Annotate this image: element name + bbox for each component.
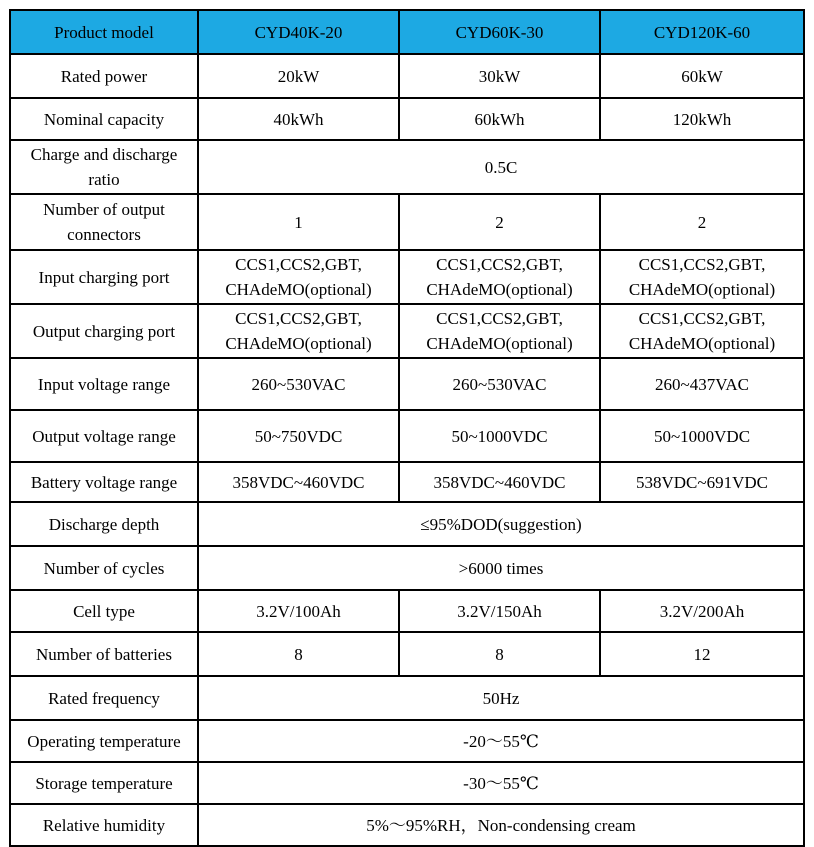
- value-cell: 358VDC~460VDC: [198, 462, 399, 502]
- row-label: Rated frequency: [10, 676, 198, 720]
- shared-value-cell: 0.5C: [198, 140, 804, 194]
- row-label: Number of batteries: [10, 632, 198, 676]
- header-cell: CYD120K-60: [600, 10, 804, 54]
- value-cell: 358VDC~460VDC: [399, 462, 600, 502]
- value-cell: 260~437VAC: [600, 358, 804, 410]
- row-label: Output charging port: [10, 304, 198, 358]
- spec-table-body: [10, 10, 804, 846]
- value-cell: 120kWh: [600, 98, 804, 140]
- row-label: Rated power: [10, 54, 198, 98]
- value-cell: 1: [198, 194, 399, 250]
- value-cell: 12: [600, 632, 804, 676]
- spec-table: [9, 9, 805, 847]
- row-label: Number of output connectors: [10, 194, 198, 250]
- row-label: Charge and discharge ratio: [10, 140, 198, 194]
- value-cell: 8: [198, 632, 399, 676]
- value-cell: 3.2V/100Ah: [198, 590, 399, 632]
- row-label: Discharge depth: [10, 502, 198, 546]
- value-cell: [399, 304, 600, 358]
- value-cell: 60kW: [600, 54, 804, 98]
- row-label: Number of cycles: [10, 546, 198, 590]
- cell-line: CHAdeMO(optional): [225, 280, 372, 299]
- cell-line: CCS1,CCS2,GBT,: [436, 255, 563, 274]
- spec-row: [10, 502, 804, 546]
- spec-row: [10, 410, 804, 462]
- value-cell: [198, 304, 399, 358]
- row-label: Storage temperature: [10, 762, 198, 804]
- row-label: Battery voltage range: [10, 462, 198, 502]
- spec-row: [10, 632, 804, 676]
- value-cell: 20kW: [198, 54, 399, 98]
- value-cell: 3.2V/200Ah: [600, 590, 804, 632]
- cell-line: CHAdeMO(optional): [426, 280, 573, 299]
- row-label: Cell type: [10, 590, 198, 632]
- row-label: Operating temperature: [10, 720, 198, 762]
- value-cell: [198, 250, 399, 304]
- spec-row: [10, 250, 804, 304]
- header-row: [10, 10, 804, 54]
- cell-line: CHAdeMO(optional): [426, 334, 573, 353]
- cell-line: CCS1,CCS2,GBT,: [638, 309, 766, 328]
- spec-row: [10, 804, 804, 846]
- value-cell: 2: [399, 194, 600, 250]
- value-cell: 50~1000VDC: [399, 410, 600, 462]
- shared-value-cell: >6000 times: [198, 546, 804, 590]
- shared-value-cell: 5%～95%RH，Non-condensing cream: [198, 804, 804, 846]
- value-cell: 60kWh: [399, 98, 600, 140]
- value-cell: 538VDC~691VDC: [600, 462, 804, 502]
- cell-line: CHAdeMO(optional): [628, 280, 776, 299]
- cell-line: CCS1,CCS2,GBT,: [638, 255, 766, 274]
- value-cell: 40kWh: [198, 98, 399, 140]
- spec-row: [10, 590, 804, 632]
- spec-row: [10, 546, 804, 590]
- value-cell: 260~530VAC: [198, 358, 399, 410]
- header-cell: Product model: [10, 10, 198, 54]
- row-label: Input voltage range: [10, 358, 198, 410]
- cell-line: CHAdeMO(optional): [628, 334, 776, 353]
- row-label: Output voltage range: [10, 410, 198, 462]
- value-cell: 30kW: [399, 54, 600, 98]
- cell-line: CCS1,CCS2,GBT,: [235, 255, 362, 274]
- row-label: Relative humidity: [10, 804, 198, 846]
- cell-line: CCS1,CCS2,GBT,: [436, 309, 563, 328]
- shared-value-cell: -20～55℃: [198, 720, 804, 762]
- row-label: Nominal capacity: [10, 98, 198, 140]
- spec-row: [10, 194, 804, 250]
- header-cell: CYD40K-20: [198, 10, 399, 54]
- value-cell: 3.2V/150Ah: [399, 590, 600, 632]
- spec-row: [10, 462, 804, 502]
- cell-line: CHAdeMO(optional): [225, 334, 372, 353]
- value-cell: 260~530VAC: [399, 358, 600, 410]
- spec-row: [10, 54, 804, 98]
- cell-line: CCS1,CCS2,GBT,: [235, 309, 362, 328]
- spec-row: [10, 98, 804, 140]
- header-cell: CYD60K-30: [399, 10, 600, 54]
- spec-row: [10, 140, 804, 194]
- value-cell: [399, 250, 600, 304]
- value-cell: [600, 250, 804, 304]
- spec-row: [10, 358, 804, 410]
- spec-row: [10, 762, 804, 804]
- value-cell: 8: [399, 632, 600, 676]
- shared-value-cell: ≤95%DOD(suggestion): [198, 502, 804, 546]
- value-cell: [600, 304, 804, 358]
- value-cell: 50~1000VDC: [600, 410, 804, 462]
- shared-value-cell: 50Hz: [198, 676, 804, 720]
- shared-value-cell: -30～55℃: [198, 762, 804, 804]
- spec-row: [10, 676, 804, 720]
- row-label: Input charging port: [10, 250, 198, 304]
- value-cell: 50~750VDC: [198, 410, 399, 462]
- value-cell: 2: [600, 194, 804, 250]
- spec-row: [10, 720, 804, 762]
- spec-row: [10, 304, 804, 358]
